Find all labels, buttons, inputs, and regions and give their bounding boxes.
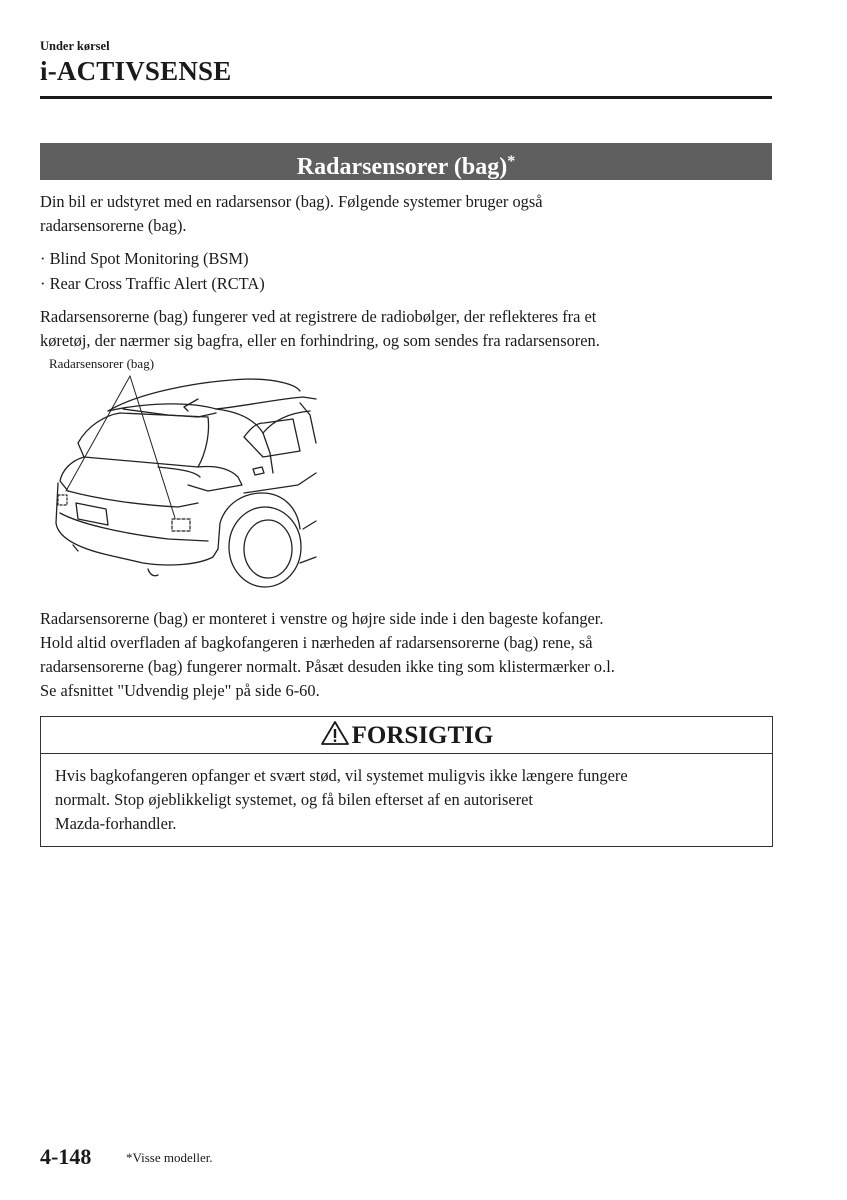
section-heading — [40, 143, 772, 180]
section-marker: * — [507, 153, 516, 170]
warning-triangle-icon — [320, 720, 350, 746]
intro-line: radarsensorerne (bag). — [40, 216, 187, 235]
location-line: Hold altid overfladen af bagkofangeren i nærheden af radarsensorerne (bag) rene, så — [40, 633, 593, 652]
function-line: Radarsensorerne (bag) fungerer ved at registrere de radiobølger, der reflekteres fra et — [40, 307, 597, 326]
page-number: 4-148 — [40, 1144, 92, 1169]
rear-radar-sensor-illustration — [48, 373, 318, 591]
intro-paragraph — [40, 190, 780, 238]
intro-line: Din bil er udstyret med en radarsensor (bag). Følgende systemer bruger også — [40, 192, 543, 211]
location-line: radarsensorerne (bag) fungerer normalt. Påsæt desuden ikke ting som klistermærker o.l. — [40, 657, 615, 676]
location-line: Radarsensorerne (bag) er monteret i venstre og højre side inde i den bageste kofanger. — [40, 609, 604, 628]
caution-box — [40, 716, 773, 847]
location-paragraph — [40, 607, 780, 703]
caution-line: Mazda-forhandler. — [55, 814, 177, 833]
figure-callout-label: Radarsensorer (bag) — [49, 356, 155, 371]
caution-body — [41, 754, 772, 836]
list-item: · Rear Cross Traffic Alert (RCTA) — [40, 271, 265, 296]
location-line: Se afsnittet "Udvendig pleje" på side 6-60. — [40, 681, 320, 700]
breadcrumb: Under kørsel — [40, 39, 110, 53]
systems-list — [40, 246, 265, 296]
footnote: *Visse modeller. — [126, 1150, 213, 1165]
title-divider — [40, 96, 772, 99]
caution-line: Hvis bagkofangeren opfanger et svært stød, vil systemet muligvis ikke længere fungere — [55, 766, 628, 785]
list-item: · Blind Spot Monitoring (BSM) — [40, 246, 265, 271]
section-title: Radarsensorer (bag) — [296, 154, 508, 180]
function-paragraph — [40, 305, 780, 353]
caution-header — [41, 717, 772, 754]
caution-title: FORSIGTIG — [351, 722, 494, 749]
page-title: i-ACTIVSENSE — [40, 56, 232, 86]
caution-line: normalt. Stop øjeblikkeligt systemet, og få bilen efterset af en autoriseret — [55, 790, 533, 809]
function-line: køretøj, der nærmer sig bagfra, eller en forhindring, og som sendes fra radarsensoren. — [40, 331, 600, 350]
